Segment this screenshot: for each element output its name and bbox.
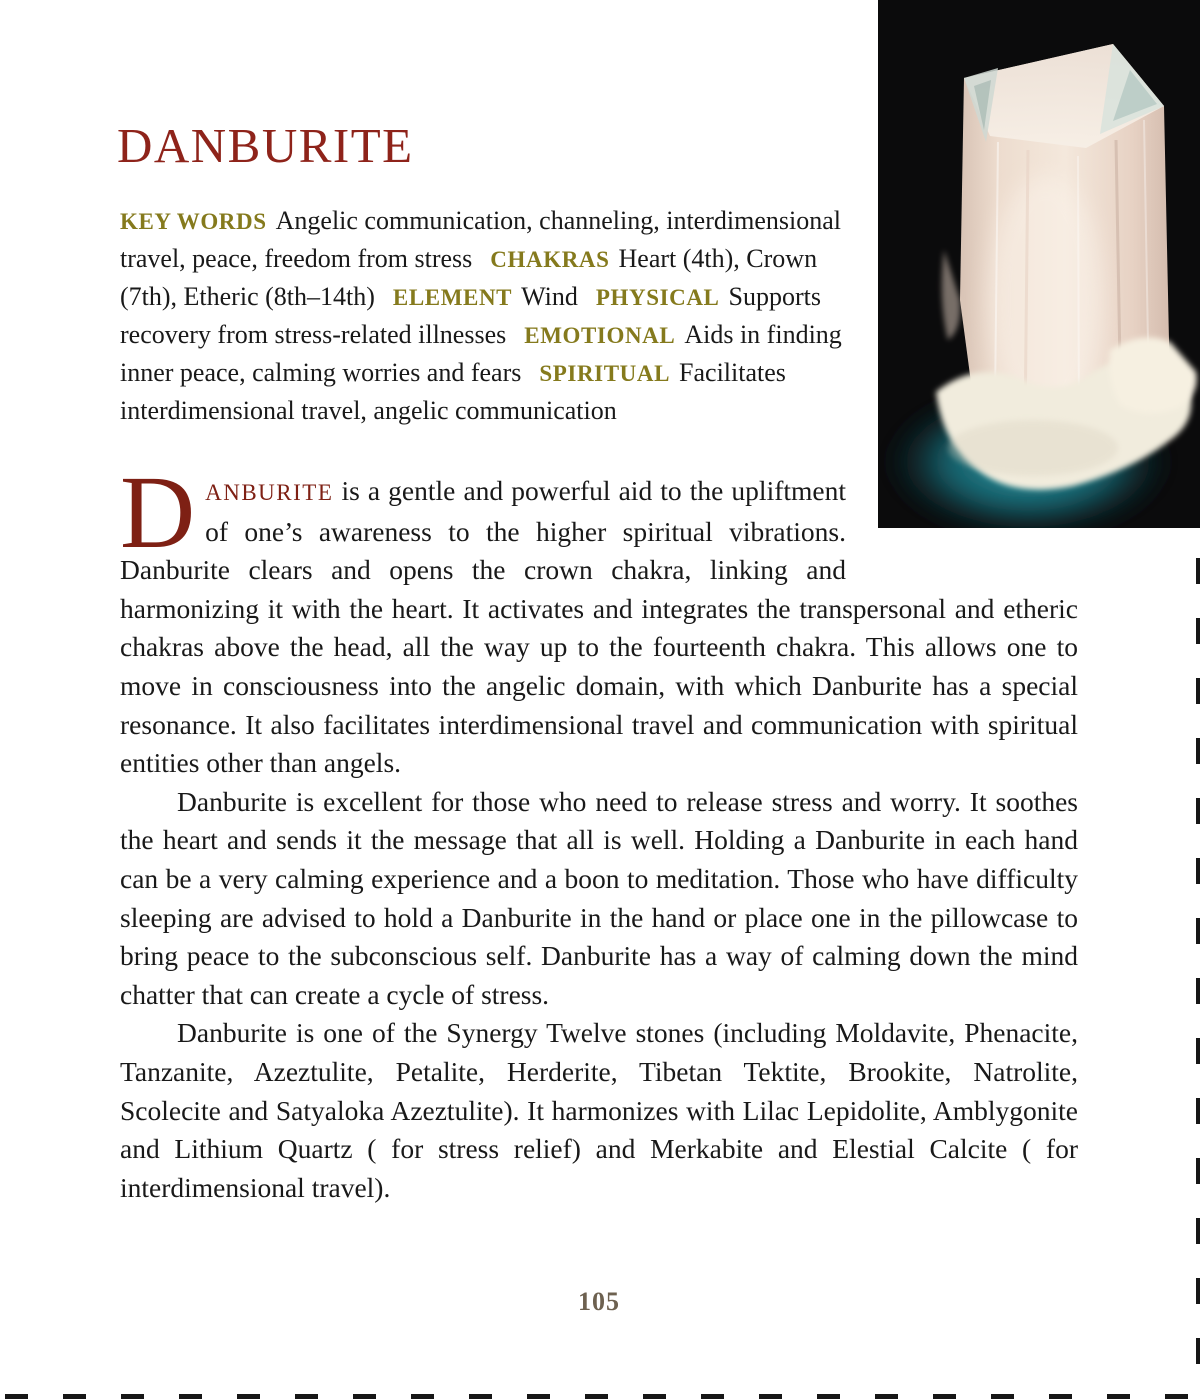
paragraph-1-text: is a gentle and powerful aid to the upliftment of one’s awareness to the higher spiritual vibrations. Danburite clears and opens the crown chakra, linking and harmonizing it with the heart. It activates and integrates the transpersonal and etheric chakras above the head, all the way up to the fourteenth chakra. This allows one to move in consciousness into the angelic domain, with which Danburite has a special resonance. It also facilitates interdimensional travel and communication with spiritual entities other than angels. bbox=[120, 475, 1078, 779]
property-value-chakras: Heart (4th), Crown (7th), Etheric (8th–14th) bbox=[120, 244, 818, 311]
property-label-key-words: KEY WORDS bbox=[120, 209, 267, 234]
properties-block bbox=[120, 176, 870, 455]
photo-text-wrap-spacer bbox=[846, 472, 1078, 552]
property-label-chakras: CHAKRAS bbox=[490, 247, 610, 272]
paragraph-3: Danburite is one of the Synergy Twelve stones (including Moldavite, Phenacite, Tanzanite, Azeztulite, Petalite, Herderite, Tibetan Tektite, Brookite, Natrolite, Scolecite and Satyaloka Azeztulite). It harmonizes with Lilac Lepidolite, Amblygonite and Lithium Quartz ( for stress relief) and Merkabite and Elestial Calcite ( for interdimensional travel). bbox=[120, 1017, 1078, 1203]
property-label-spiritual: SPIRITUAL bbox=[539, 361, 671, 386]
properties-paragraph bbox=[120, 202, 870, 429]
property-label-element: ELEMENT bbox=[392, 285, 513, 310]
property-value-spiritual: Facilitates interdimensional travel, angelic communication bbox=[120, 358, 786, 425]
body-text bbox=[120, 455, 1078, 1207]
property-value-physical: Supports recovery from stress-related illnesses bbox=[120, 282, 821, 349]
property-value-element: Wind bbox=[521, 282, 578, 311]
property-label-physical: PHYSICAL bbox=[595, 285, 720, 310]
page-title: DANBURITE bbox=[117, 117, 414, 173]
bottom-dashed-border bbox=[5, 1394, 1198, 1399]
property-value-emotional: Aids in finding inner peace, calming worries and fears bbox=[120, 320, 842, 387]
page-number: 105 bbox=[578, 1287, 620, 1316]
right-dashed-border bbox=[1196, 558, 1200, 1390]
danburite-crystal-photo bbox=[878, 0, 1200, 528]
crystal-illustration bbox=[878, 0, 1200, 528]
lead-small-caps: ANBURITE bbox=[205, 480, 334, 505]
drop-cap: D bbox=[120, 455, 196, 570]
paragraph-2: Danburite is excellent for those who need to release stress and worry. It soothes the heart and sends it the message that all is well. Holding a Danburite in each hand can be a very calming experience and a boon to meditation. Those who have difficulty sleeping are advised to hold a Danburite in the hand or place one in the pillowcase to bring peace to the subconscious self. Danburite has a way of calming down the mind chatter that can create a cycle of stress. bbox=[120, 785, 1078, 1010]
property-value-key-words: Angelic communication, channeling, interdimensional travel, peace, freedom from stress bbox=[120, 206, 841, 273]
property-label-emotional: EMOTIONAL bbox=[524, 323, 676, 348]
